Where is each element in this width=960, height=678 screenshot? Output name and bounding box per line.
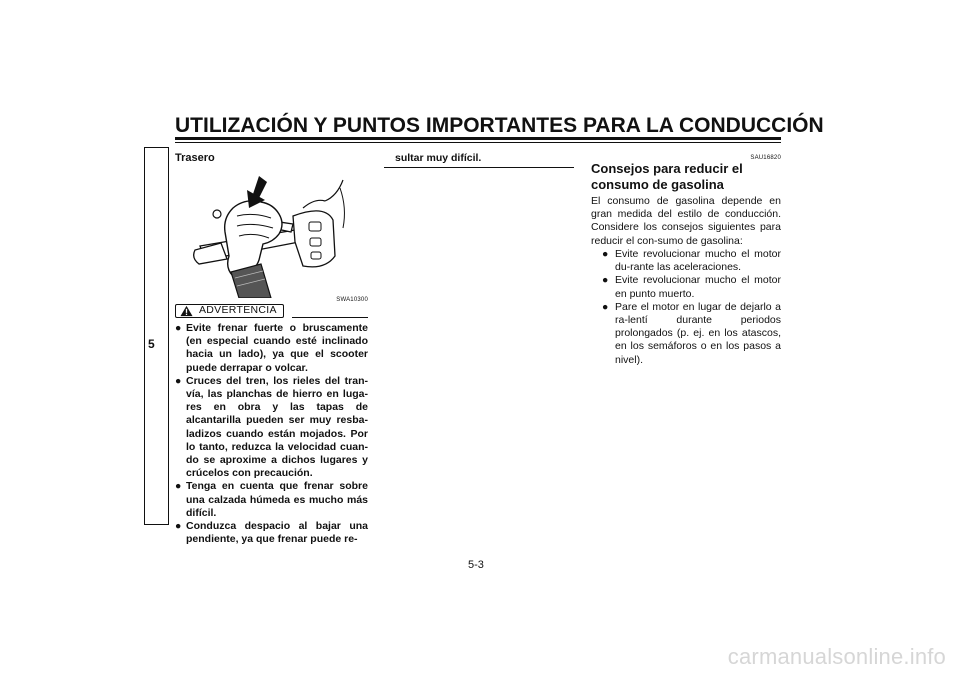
warning-label: ADVERTENCIA: [199, 304, 277, 317]
warning-item: ● Evite frenar fuerte o bruscamente (en especial cuando esté inclinado hacia un lado), ya que el scooter puede derrapar o volcar.: [175, 322, 368, 374]
warning-item: ● Conduzca despacio al bajar una pendiente, ya que frenar puede re-: [175, 520, 368, 546]
section-code: SAU16820: [750, 155, 781, 161]
watermark[interactable]: carmanualsonline.info: [727, 644, 946, 669]
figure-code: SWA10300: [336, 297, 368, 303]
subheading-rear: Trasero: [175, 152, 215, 164]
tip-item: ● Evite revolucionar mucho el motor du-rante las aceleraciones.: [602, 248, 781, 274]
warning-rule: [292, 317, 368, 318]
bullet: ●: [602, 248, 609, 260]
header-rule-thin: [175, 142, 781, 143]
chapter-tab: [144, 147, 169, 525]
warning-box: [175, 304, 284, 318]
warning-item: ● Cruces del tren, los rieles del tran-vía, las planchas de hierro en luga-res en obra y las tapas de alcantarilla pueden ser muy resba-ladizos cuando están mojados. Por lo tanto, reduzca la velocidad cuan-do se aproxime a dichos lugares y crúcelos con precaución.: [175, 374, 368, 480]
bullet: ●: [602, 300, 609, 313]
warning-triangle-icon: [180, 305, 193, 317]
bullet: ●: [175, 520, 182, 533]
warning-header: [175, 304, 368, 320]
section-title: Consejos para reducir el consumo de gasolina: [591, 161, 743, 192]
bullet: ●: [602, 274, 609, 287]
rear-brake-illustration: [175, 168, 368, 298]
warning-end-rule: [384, 167, 574, 168]
section-intro: El consumo de gasolina depende en gran medida del estilo de conducción. Considere los consejos siguientes para reducir el con-sumo de gasolina:: [591, 195, 781, 247]
tip-item: ● Evite revolucionar mucho el motor en punto muerto.: [602, 274, 781, 300]
bullet: ●: [175, 374, 182, 387]
page-number: 5-3: [468, 559, 484, 571]
header-title: UTILIZACIÓN Y PUNTOS IMPORTANTES PARA LA CONDUCCIÓN: [175, 114, 824, 137]
warning-item: ● Tenga en cuenta que frenar sobre una calzada húmeda es mucho más difícil.: [175, 480, 368, 519]
warning-list: [175, 322, 368, 546]
warning-continuation: sultar muy difícil.: [395, 152, 482, 164]
header-rule: [175, 137, 781, 140]
tip-item: ● Pare el motor en lugar de dejarlo a ra-lentí durante periodos prolongados (p. ej. en los atascos, en los semáforos o en los pasos a nivel).: [602, 300, 781, 366]
chapter-number: 5: [148, 337, 155, 351]
tips-list: [602, 248, 781, 367]
bullet: ●: [175, 480, 182, 493]
bullet: ●: [175, 322, 182, 334]
